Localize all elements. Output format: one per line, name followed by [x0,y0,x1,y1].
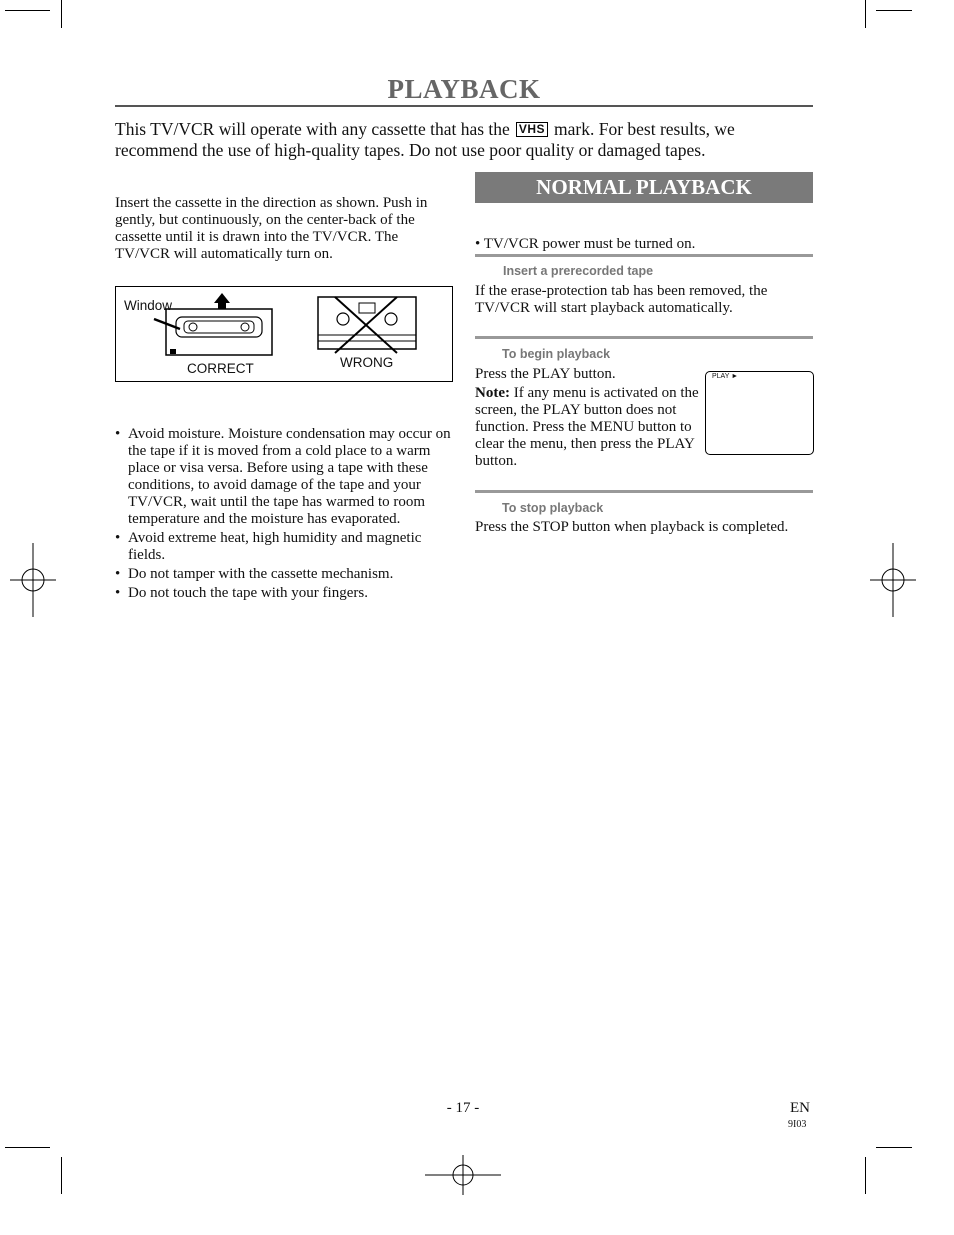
crop-mark [61,1157,62,1194]
crop-mark [876,10,912,11]
bullet-icon: • [475,236,484,252]
list-item: • Do not tamper with the cassette mechanism. [115,566,455,583]
note-text: If any menu is activated on the screen, the PLAY button does not function. Press the MENU button to clear the menu, then press the PLAY button. [475,385,699,469]
wrong-label: WRONG [340,355,394,370]
crop-mark [5,1147,50,1148]
note-paragraph [475,385,703,470]
crop-mark [876,1147,912,1148]
intro-text-end: mark. For best results, we recommend the use of high-quality tapes. Do not use poor quality or damaged tapes. [115,119,735,160]
registration-mark-right [870,543,916,617]
crop-mark [61,0,62,28]
step-text-stop: Press the STOP button when playback is completed. [475,519,789,535]
insert-instructions: Insert the cassette in the direction as shown. Push in gently, but continuously, on the center-back of the cassette until it is drawn into the TV/VCR. The TV/VCR will automatically turn on. [115,195,428,262]
language-code: EN [790,1100,810,1116]
play-osd-text: PLAY ► [712,373,739,380]
power-note: • TV/VCR power must be turned on. [475,236,696,252]
list-item: • Do not touch the tape with your fingers. [115,585,455,602]
tv-screen-illustration [705,371,814,455]
document-code: 9I03 [788,1119,807,1130]
list-item: • Avoid extreme heat, high humidity and magnetic fields. [115,530,455,564]
list-item: • Avoid moisture. Moisture condensation may occur on the tape if it is moved from a cold place to a warm place or visa versa. Before using a tape with these conditions, to avoid damage of the tape and your TV/VCR, wait until the tape has warmed to room temperature and the moisture has evaporated. [115,426,455,528]
intro-paragraph [115,119,815,161]
intro-text-start: This TV/VCR will operate with any cassette that has the [115,119,510,139]
step-heading-stop: To stop playback [502,501,604,515]
step-divider [475,336,813,339]
step-divider [475,490,813,493]
registration-mark-left [10,543,56,617]
correct-label: CORRECT [187,361,254,376]
crop-mark [865,1157,866,1194]
press-play-text: Press the PLAY button. [475,366,616,382]
window-label: Window [124,298,173,313]
step-heading-begin: To begin playback [502,347,611,361]
step-text-begin [475,366,703,470]
page-title: PLAYBACK [387,74,541,104]
caution-list [115,426,455,604]
step-heading-insert: Insert a prerecorded tape [503,264,654,278]
crop-mark [865,0,866,28]
registration-mark-bottom [425,1155,501,1195]
crop-mark [5,10,50,11]
wrong-cassette-illustration [315,295,419,355]
section-title: NORMAL PLAYBACK [536,175,752,199]
step-text-insert: If the erase-protection tab has been removed, the TV/VCR will start playback automatically. [475,283,768,316]
step-divider [475,254,813,257]
page-number: - 17 - [446,1100,480,1116]
note-label: Note: [475,385,510,401]
vhs-logo: VHS [516,122,548,137]
title-rule [115,105,813,107]
